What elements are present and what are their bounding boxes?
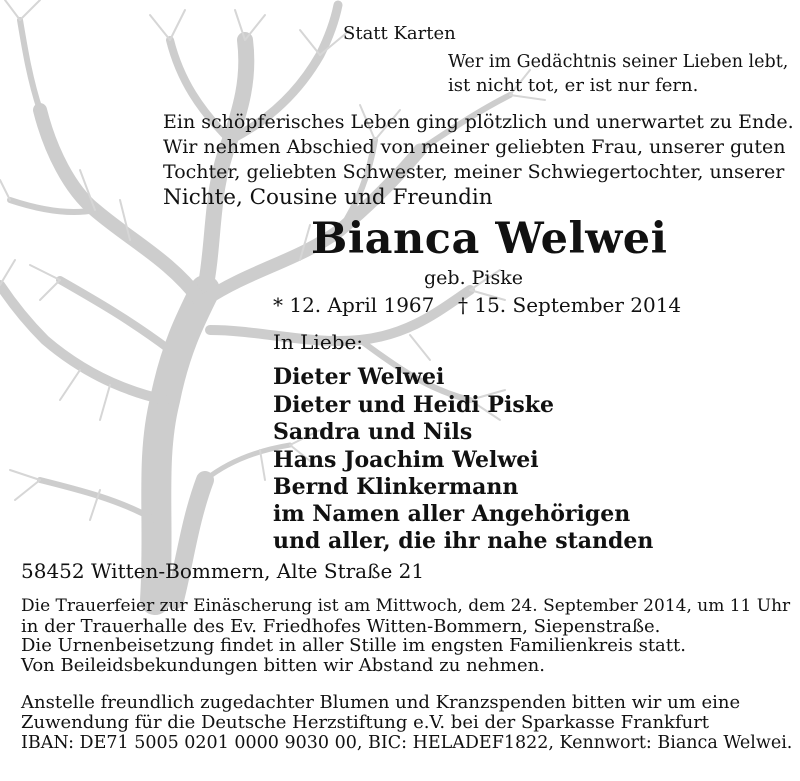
mourner-name: Bernd Klinkermann bbox=[273, 474, 519, 500]
mourner-name: und aller, die ihr nahe standen bbox=[273, 528, 654, 554]
mourner-name: Sandra und Nils bbox=[273, 419, 473, 445]
intro-line-4: Nichte, Cousine und Freundin bbox=[163, 185, 493, 210]
mourners-heading: In Liebe: bbox=[273, 330, 364, 354]
statt-karten-label: Statt Karten bbox=[343, 23, 456, 44]
mourner-name: im Namen aller Angehörigen bbox=[273, 501, 631, 527]
quote-line-2: ist nicht tot, er ist nur fern. bbox=[448, 75, 699, 96]
donation-line-1: Anstelle freundlich zugedachter Blumen und Kranzspenden bitten wir um eine bbox=[21, 692, 741, 713]
service-line-2: in der Trauerhalle des Ev. Friedhofes Witten-Bommern, Siepenstraße. bbox=[21, 616, 661, 637]
service-line-3: Die Urnenbeisetzung findet in aller Stille im engsten Familienkreis statt. bbox=[21, 635, 686, 656]
intro-line-2: Wir nehmen Abschied von meiner geliebten Frau, unserer guten bbox=[163, 136, 786, 158]
deceased-name: Bianca Welwei bbox=[311, 214, 668, 264]
family-address: 58452 Witten-Bommern, Alte Straße 21 bbox=[21, 559, 425, 583]
donation-bank-details: IBAN: DE71 5005 0201 0000 9030 00, BIC: HELADEF1822, Kennwort: Bianca Welwei. bbox=[21, 733, 793, 753]
intro-line-3: Tochter, geliebten Schwester, meiner Schwiegertochter, unserer bbox=[163, 161, 785, 183]
mourner-name: Dieter Welwei bbox=[273, 364, 445, 390]
birth-date: * 12. April 1967 bbox=[273, 293, 435, 317]
intro-line-1: Ein schöpferisches Leben ging plötzlich und unerwartet zu Ende. bbox=[163, 111, 794, 133]
quote-line-1: Wer im Gedächtnis seiner Lieben lebt, bbox=[448, 52, 789, 72]
donation-line-2: Zuwendung für die Deutsche Herzstiftung e.V. bei der Sparkasse Frankfurt bbox=[21, 712, 710, 733]
mourner-name: Dieter und Heidi Piske bbox=[273, 392, 554, 418]
service-line-1: Die Trauerfeier zur Einäscherung ist am Mittwoch, dem 24. September 2014, um 11 Uhr bbox=[21, 596, 791, 616]
maiden-name: geb. Piske bbox=[424, 267, 524, 289]
service-line-4: Von Beileidsbekundungen bitten wir Abstand zu nehmen. bbox=[21, 655, 545, 676]
death-date: † 15. September 2014 bbox=[458, 293, 682, 317]
mourner-name: Hans Joachim Welwei bbox=[273, 447, 539, 473]
